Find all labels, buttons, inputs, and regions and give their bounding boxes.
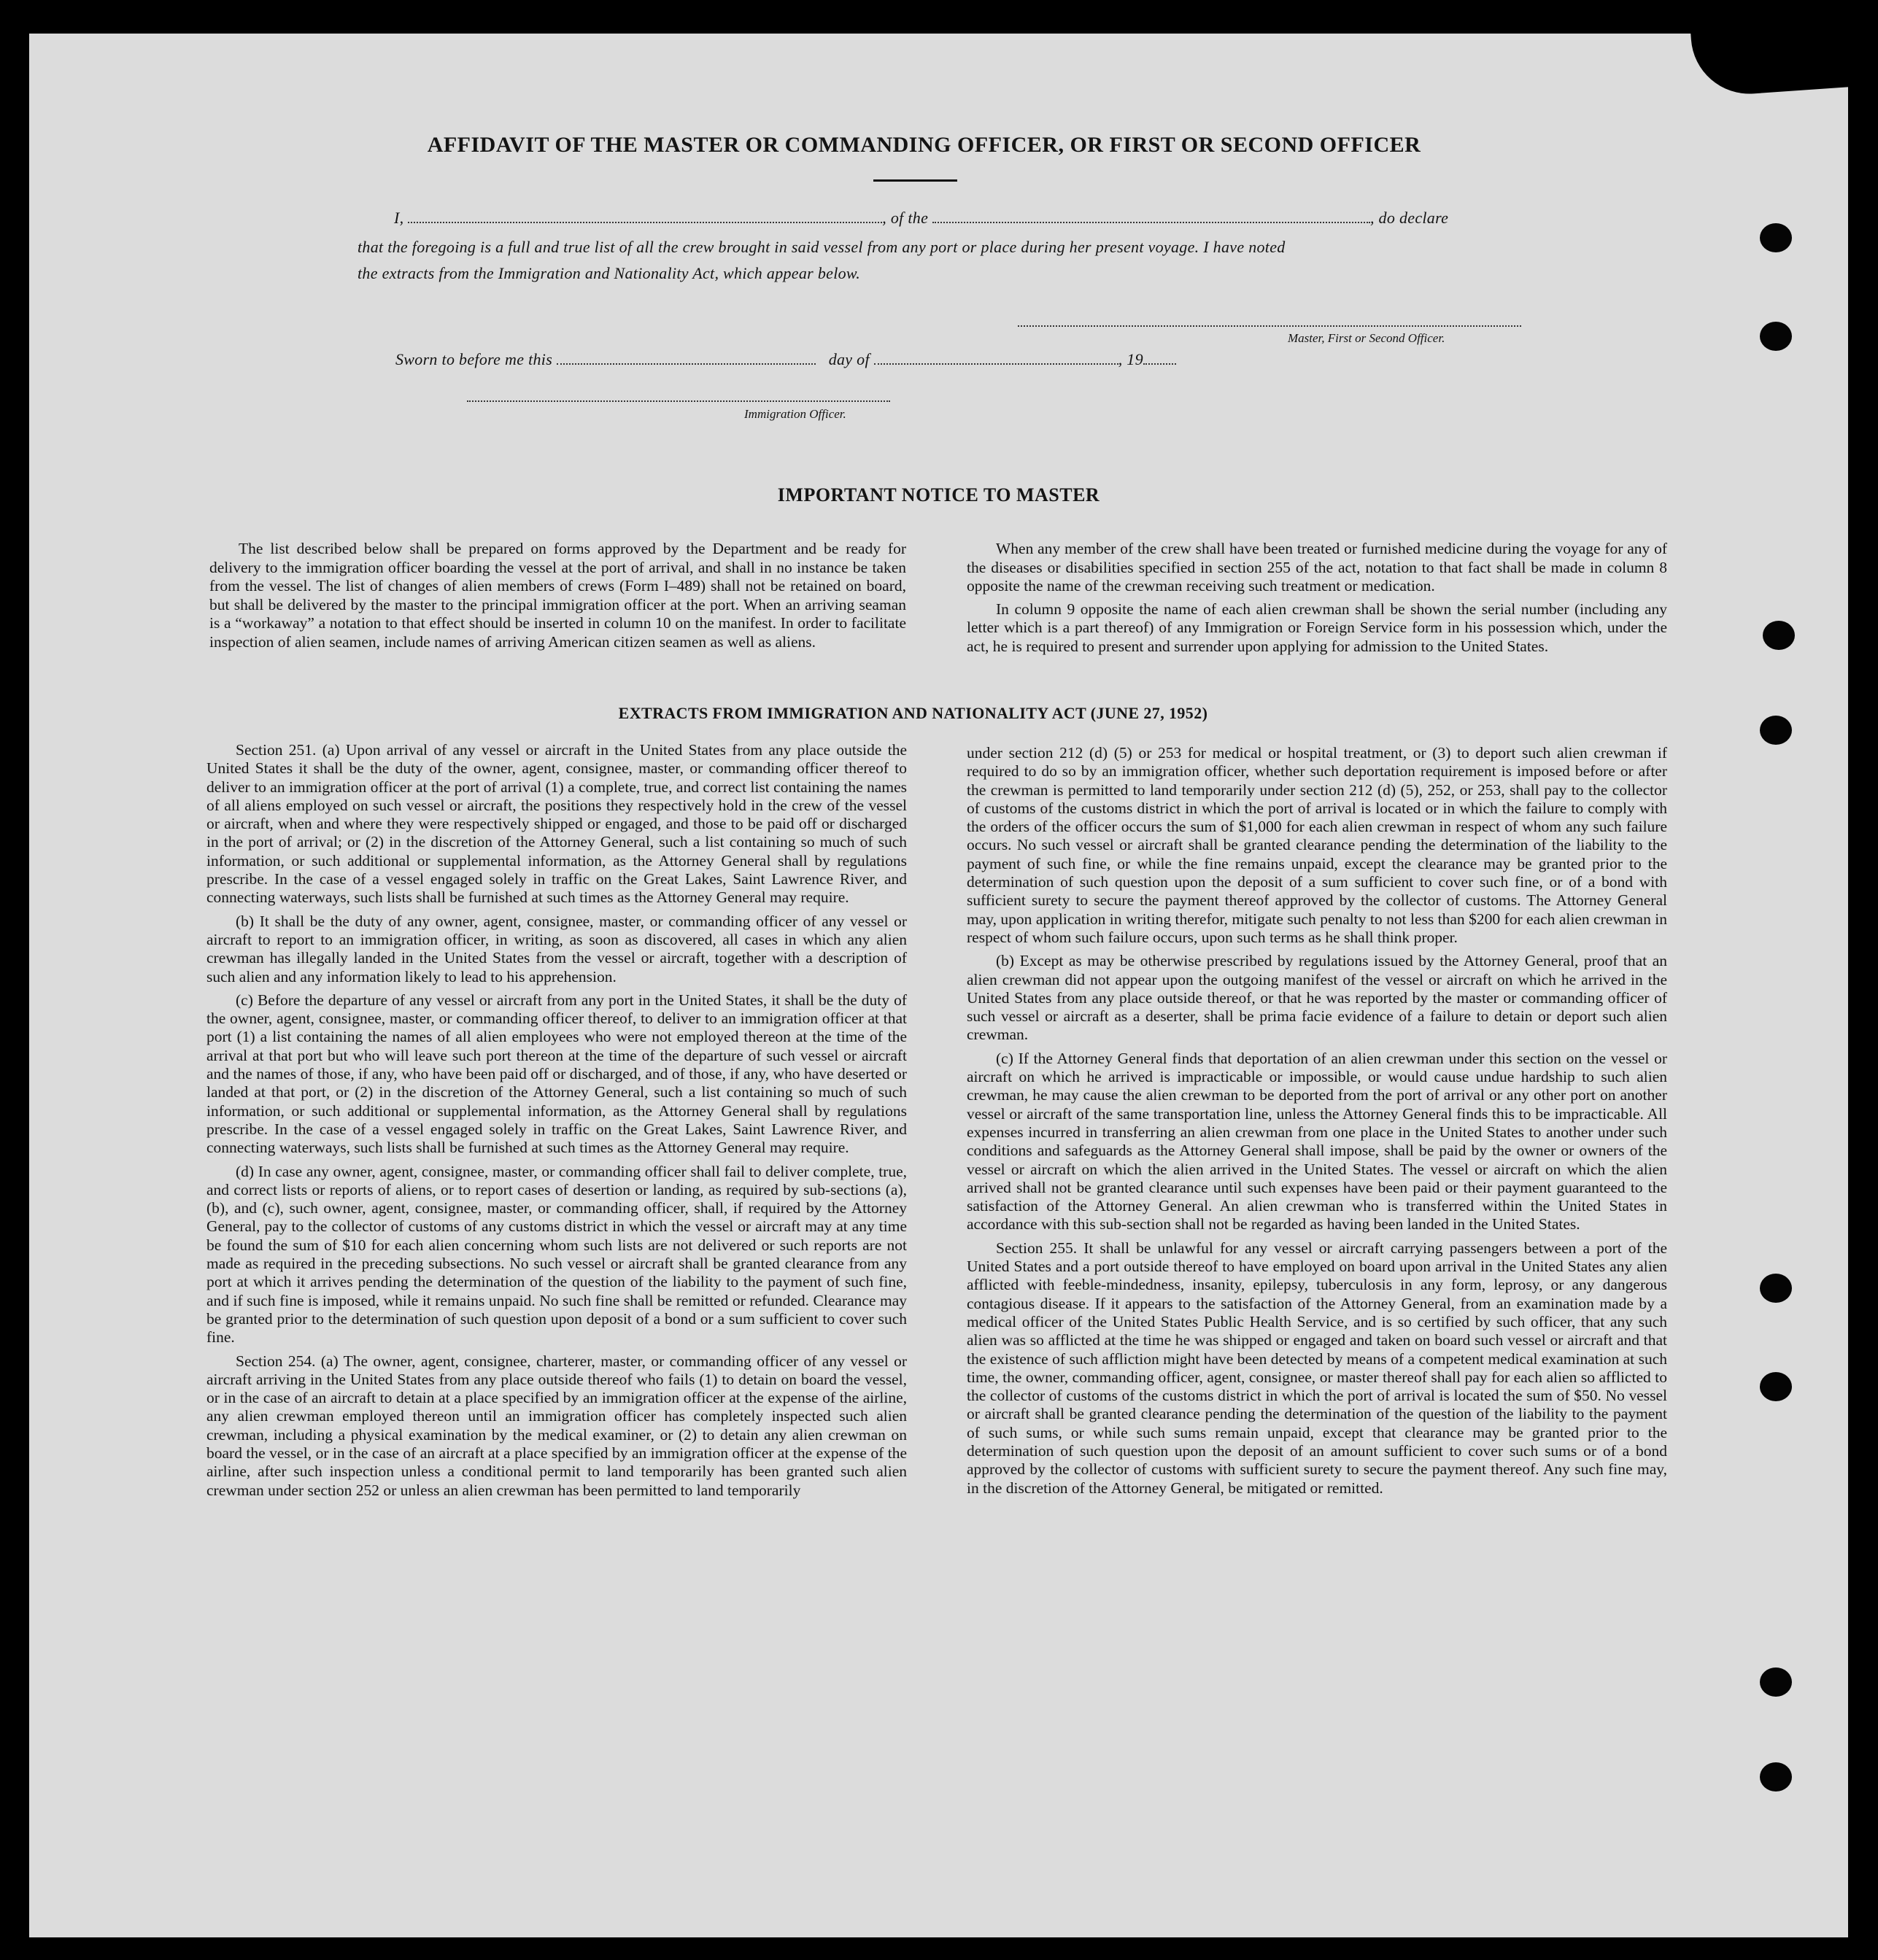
master-signature-label: Master, First or Second Officer. xyxy=(1288,331,1445,345)
notice-title: IMPORTANT NOTICE TO MASTER xyxy=(777,484,1100,506)
sworn-day-blank[interactable] xyxy=(557,363,816,365)
punch-hole xyxy=(1760,1667,1792,1697)
notice-right-paragraph-1: When any member of the crew shall have been treated or furnished medicine during the voyage for any of the diseases or disabilities specified in section 255 of the act, notation to that fact shall be made in column 8 opposite the name of the crewman receiving such treatment or medication. xyxy=(967,540,1667,594)
declaration-text-2: the extracts from the Immigration and Nationality Act, which appear below. xyxy=(358,264,861,282)
sworn-label: Sworn to before me this xyxy=(395,350,553,368)
sworn-line xyxy=(395,350,1176,369)
document-page xyxy=(29,34,1848,1937)
immigration-officer-label: Immigration Officer. xyxy=(744,407,846,421)
section-254a-continued: under section 212 (d) (5) or 253 for medical or hospital treatment, or (3) to deport such alien crewman if required to do so by an immigration officer, whether such deportation requirement is imposed before or after the crewman is permitted to land temporarily under section 212 (d) (5), 252, or 253, shall pay to the collector of customs of the customs district in which the port of arrival is located or in which the failure to comply with the orders of the officer occurs the sum of $1,000 for each alien crewman in respect of whom any such failure occurs. No such vessel or aircraft shall be granted clearance pending the determination of the liability to the payment of such fine, or while the fine remains unpaid, except the clearance may be granted prior to the determination of such question upon the deposit of a sum sufficient to cover such fine, or of a bond with sufficient surety to secure the payment thereof approved by the collector of customs. The Attorney General may, upon application in writing therefor, mitigate such penalty to not less than $200 for each alien crewman in respect of whom such failure occurs, upon such terms as he shall think proper. xyxy=(967,744,1667,946)
section-254c: (c) If the Attorney General finds that deportation of an alien crewman under this section on the vessel or aircraft on which he arrived is impracticable or impossible, or would cause undue hardship to such alien crewman, he may cause the alien crewman to be deported from the port of arrival or any other port on another vessel or aircraft of the same transportation line, unless the Attorney General finds this to be impracticable. All expenses incurred in transferring an alien crewman from one place in the United States to another under such conditions and safeguards as the Attorney General shall impose, shall be paid by the owner or owners of the vessel or aircraft on which the alien arrived in the United States. The vessel or aircraft on which the alien arrived shall not be granted clearance until such expenses have been paid or their payment guaranteed to the satisfaction of the Attorney General. An alien crewman who is transferred within the United States in accordance with this sub-section shall not be regarded as having been landed in the United States. xyxy=(967,1049,1667,1233)
punch-hole xyxy=(1760,1372,1792,1401)
notice-right-column xyxy=(967,540,1667,660)
punch-hole xyxy=(1760,322,1792,351)
day-of-label: day of xyxy=(828,350,870,368)
punch-hole xyxy=(1763,621,1795,650)
extracts-left-column xyxy=(206,741,907,1505)
sworn-year-blank[interactable] xyxy=(1143,363,1176,365)
i-label: I, xyxy=(394,209,404,227)
section-251a: Section 251. (a) Upon arrival of any vessel or aircraft in the United States from any place outside the United States it shall be the duty of the owner, agent, consignee, master, or commanding officer thereof to deliver to an immigration officer at the port of arrival (1) a complete, true, and correct list containing the names of all aliens employed on such vessel or aircraft, the positions they respectively hold in the crew of the vessel or aircraft, when and where they were respectively shipped or engaged, and those to be paid off or discharged in the port of arrival; or (2) in the discretion of the Attorney General, such a list containing so much of such information, or such additional or supplemental information, as the Attorney General shall by regulations prescribe. In the case of a vessel engaged solely in traffic on the Great Lakes, Saint Lawrence River, and connecting waterways, such lists shall be furnished at such times as the Attorney General may require. xyxy=(206,741,907,907)
notice-left-paragraph: The list described below shall be prepared on forms approved by the Department and be ready for delivery to the immigration officer boarding the vessel at the port of arrival, and shall in no instance be taken from the vessel. The list of changes of alien members of crews (Form I–489) shall not be retained on board, but shall be delivered by the master to the principal immigration officer at the port. When an arriving seaman is a “workaway” a notation to that effect should be inserted in column 10 on the manifest. In order to facilitate inspection of alien seamen, include names of arriving American citizen seamen as well as aliens. xyxy=(209,540,906,651)
sworn-month-blank[interactable] xyxy=(874,363,1118,365)
extracts-title: EXTRACTS FROM IMMIGRATION AND NATIONALITY ACT (JUNE 27, 1952) xyxy=(618,704,1208,722)
section-251d: (d) In case any owner, agent, consignee, master, or commanding officer shall fail to deliver complete, true, and correct lists or reports of aliens, or to report cases of desertion or landing, as required by sub-sections (a), (b), and (c), such owner, agent, consignee, master, or commanding officer, shall, if required by the Attorney General, pay to the collector of customs of any customs district in which the vessel or aircraft may at any time be found the sum of $10 for each alien concerning whom such lists are not delivered or such reports are not made as required in the preceding subsections. No such vessel or aircraft shall be granted clearance from any port at which it arrives pending the determination of the question of the liability to the payment of such fine, and if such fine is imposed, while it remains unpaid. No such fine shall be remitted or refunded. Clearance may be granted prior to the determination of such question upon deposit of a bond or a sum sufficient to cover such fine. xyxy=(206,1162,907,1347)
do-declare-label: , do declare xyxy=(1369,209,1449,227)
year-label: , 19 xyxy=(1118,350,1143,368)
extracts-right-column xyxy=(967,744,1667,1503)
punch-hole xyxy=(1760,223,1792,252)
punch-hole xyxy=(1760,1274,1792,1303)
section-254a: Section 254. (a) The owner, agent, consignee, charterer, master, or commanding officer of any vessel or aircraft arriving in the United States from any place outside thereof who fails (1) to detain on board the vessel, or in the case of an aircraft to detain at a place specified by an immigration officer at the expense of the airline, any alien crewman employed thereon until an immigration officer has completely inspected such alien crewman, including a physical examination by the medical examiner, or (2) to detain any alien crewman on board the vessel, or in the case of an aircraft at a place specified by an immigration officer at the expense of the airline, after such inspection unless a conditional permit to land temporarily has been granted such alien crewman under section 252 or unless an alien crewman has been permitted to land temporarily xyxy=(206,1352,907,1499)
master-signature-line[interactable] xyxy=(1018,325,1521,327)
section-255: Section 255. It shall be unlawful for any vessel or aircraft carrying passengers between a port of the United States and a port outside thereof to have employed on board upon arrival in the United States any alien afflicted with feeble-mindedness, insanity, epilepsy, tuberculosis in any form, leprosy, or any dangerous contagious disease. If it appears to the satisfaction of the Attorney General, from an examination made by a medical officer of the United States Public Health Service, and is so certified by such officer, that any such alien was so afflicted at the time he was shipped or engaged and taken on board such vessel or aircraft and that the existence of such affliction might have been detected by means of a competent medical examination at such time, the owner, commanding officer, agent, consignee, or master thereof shall pay for each alien so afflicted to the collector of customs of the customs district in which the port of arrival is located the sum of $50. No vessel or aircraft shall be granted clearance pending the determination of the question of the liability to the payment of such sums, or while such sums remain unpaid, except that clearance may be granted prior to the determination of such question upon the deposit of an amount sufficient to cover such sums or of a bond approved by the collector of customs with sufficient surety to secure the payment thereof. Any such fine may, in the discretion of the Attorney General, be mitigated or remitted. xyxy=(967,1239,1667,1497)
punch-hole xyxy=(1760,1762,1792,1791)
notice-right-paragraph-2: In column 9 opposite the name of each alien crewman shall be shown the serial number (including any letter which is a part thereof) of any Immigration or Foreign Service form in his possession which, under the act, he is required to present and surrender upon applying for admission to the United States. xyxy=(967,600,1667,655)
torn-corner xyxy=(1690,20,1863,98)
of-the-label: , of the xyxy=(882,209,929,227)
section-251c: (c) Before the departure of any vessel or aircraft from any port in the United States, it shall be the duty of the owner, agent, consignee, master, or commanding officer thereof, to deliver to an immigration officer at that port (1) a list containing the names of all alien employees who were not employed thereon at the time of the arrival at that port but who will leave such port thereon at the time of the departure of such vessel or aircraft and the names of those, if any, who have been paid off or discharged, and of those, if any, who have deserted or landed at that port, or (2) in the discretion of the Attorney General, such a list containing so much of such information, or such additional or supplemental information, as the Attorney General shall by regulations prescribe. In the case of a vessel engaged solely in traffic on the Great Lakes, Saint Lawrence River, and connecting waterways, such lists shall be furnished at such times as the Attorney General may require. xyxy=(206,991,907,1157)
immigration-officer-line[interactable] xyxy=(467,400,890,402)
section-251b: (b) It shall be the duty of any owner, agent, consignee, master, or commanding officer of any vessel or aircraft to report to an immigration officer, in writing, as soon as discovered, all cases in which any alien crewman has illegally landed in the United States from the vessel or aircraft, together with a description of such alien and any information likely to lead to his apprehension. xyxy=(206,912,907,985)
vessel-blank[interactable] xyxy=(932,222,1370,223)
name-blank[interactable] xyxy=(408,222,882,223)
declaration-text-1: that the foregoing is a full and true list of all the crew brought in said vessel from any port or place during her present voyage. I have noted xyxy=(358,238,1286,256)
affidavit-title: AFFIDAVIT OF THE MASTER OR COMMANDING OFFICER, OR FIRST OR SECOND OFFICER xyxy=(427,133,1421,157)
title-underline xyxy=(873,179,957,182)
section-254b: (b) Except as may be otherwise prescribed by regulations issued by the Attorney General, proof that an alien crewman did not appear upon the outgoing manifest of the vessel or aircraft on which he arrived in the United States from any place outside thereof, or that he was reported by the master or commanding officer of such vessel or aircraft as a deserter, shall be prima facie evidence of a failure to detain or deport such alien crewman. xyxy=(967,952,1667,1044)
notice-left-column xyxy=(209,540,906,656)
declaration-fill-line xyxy=(394,209,1554,228)
